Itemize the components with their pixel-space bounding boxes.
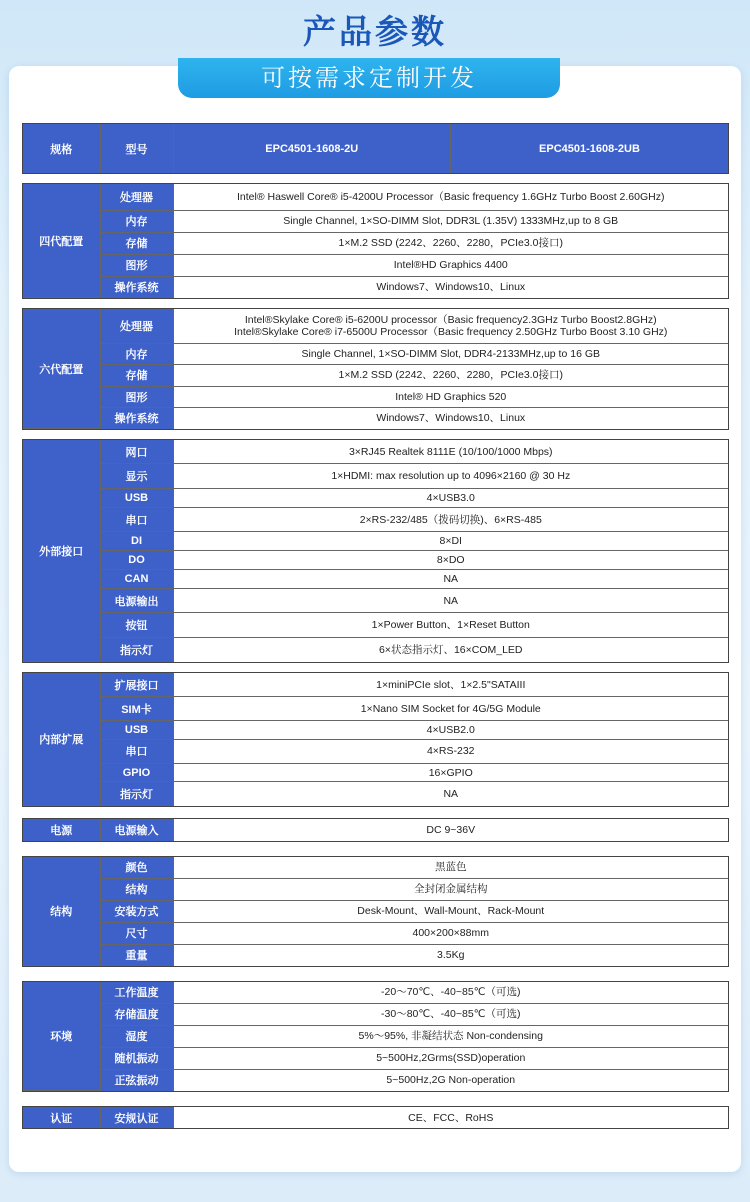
row-value: 16×GPIO [173,763,728,782]
row-value: CE、FCC、RoHS [173,1107,728,1128]
section-gen6 [22,308,729,430]
section-external-io [22,439,729,663]
row-label: 存储温度 [100,1003,173,1025]
row-value-line: Intel®Skylake Core® i7-6500U Processor（Basic frequency 2.50GHz Turbo Boost 3.10 GHz) [234,325,668,338]
row-label: 处理器 [100,309,173,343]
row-value: Intel® HD Graphics 520 [173,386,728,408]
header-model-2: EPC4501-1608-2UB [451,124,729,173]
row-value: 5~500Hz,2G Non-operation [173,1069,728,1090]
row-label: 结构 [100,878,173,900]
row-label: 安规认证 [100,1107,173,1128]
row-label: GPIO [100,763,173,782]
row-value: DC 9~36V [173,819,728,841]
row-value: 8×DI [173,532,728,551]
group-label: 六代配置 [23,309,100,429]
section-internal-expansion [22,672,729,807]
row-label: 按钮 [100,613,173,638]
row-label: 电源输出 [100,588,173,613]
row-label: 图形 [100,386,173,408]
row-value: Intel® Haswell Core® i5-4200U Processor（Basic frequency 1.6GHz Turbo Boost 2.60GHz) [173,184,728,210]
row-label: 颜色 [100,857,173,878]
row-value: 黑蓝色 [173,857,728,878]
row-value: NA [173,782,728,806]
row-value: 全封闭金属结构 [173,878,728,900]
row-value: -30～80℃、-40~85℃（可选) [173,1003,728,1025]
row-label: 存储 [100,365,173,387]
row-label: 串口 [100,739,173,763]
row-value: 3.5Kg [173,944,728,965]
row-label: 操作系统 [100,276,173,297]
group-label: 电源 [23,819,100,841]
header-model: 型号 [100,124,173,173]
row-value: 1×HDMI: max resolution up to 4096×2160 @ 30 Hz [173,464,728,489]
row-value: 8×DO [173,551,728,570]
row-label: CAN [100,570,173,589]
section-environment [22,981,729,1092]
row-label: 指示灯 [100,638,173,662]
row-value: 5~500Hz,2Grms(SSD)operation [173,1047,728,1069]
group-label: 内部扩展 [23,673,100,806]
row-value: 1×M.2 SSD (2242、2260、2280，PCIe3.0接口) [173,232,728,254]
row-value: Intel®HD Graphics 4400 [173,254,728,276]
row-value: 1×Nano SIM Socket for 4G/5G Module [173,697,728,721]
row-value: 1×M.2 SSD (2242、2260、2280，PCIe3.0接口) [173,365,728,387]
row-value: Single Channel, 1×SO-DIMM Slot, DDR3L (1.35V) 1333MHz,up to 8 GB [173,210,728,232]
group-label: 认证 [23,1107,100,1128]
row-label: 处理器 [100,184,173,210]
row-label: 湿度 [100,1025,173,1047]
row-label: 随机振动 [100,1047,173,1069]
row-label: 尺寸 [100,922,173,944]
row-label: 安装方式 [100,900,173,922]
row-label: 扩展接口 [100,673,173,697]
group-label: 环境 [23,982,100,1091]
row-value: 2×RS-232/485（拨码切换)、6×RS-485 [173,507,728,532]
group-label: 结构 [23,857,100,966]
row-label: 串口 [100,507,173,532]
row-value: 1×miniPCIe slot、1×2.5"SATAIII [173,673,728,697]
row-value: 1×Power Button、1×Reset Button [173,613,728,638]
row-value: Windows7、Windows10、Linux [173,408,728,429]
row-label: 操作系统 [100,408,173,429]
row-label: SIM卡 [100,697,173,721]
group-label: 外部接口 [23,440,100,662]
row-label: USB [100,721,173,740]
spec-header [22,123,729,174]
row-label: DI [100,532,173,551]
row-label: 工作温度 [100,982,173,1003]
section-power [22,818,729,842]
row-value: NA [173,570,728,589]
row-value [173,309,728,343]
row-label: 图形 [100,254,173,276]
row-value: Windows7、Windows10、Linux [173,276,728,297]
row-label: 网口 [100,440,173,464]
row-value: 5%～95%, 非凝结状态 Non-condensing [173,1025,728,1047]
subtitle-banner: 可按需求定制开发 [178,58,560,98]
header-spec: 规格 [23,124,100,173]
section-certification [22,1106,729,1129]
row-value: 3×RJ45 Realtek 8111E (10/100/1000 Mbps) [173,440,728,464]
row-label: 重量 [100,944,173,965]
row-value: 4×USB2.0 [173,721,728,740]
row-label: 存储 [100,232,173,254]
row-label: DO [100,551,173,570]
row-value-line: Intel®Skylake Core® i5-6200U processor（Basic frequency2.3GHz Turbo Boost2.8GHz) [244,313,657,326]
row-value: Desk-Mount、Wall-Mount、Rack-Mount [173,900,728,922]
row-value: 4×RS-232 [173,739,728,763]
row-label: 内存 [100,343,173,365]
row-label: 指示灯 [100,782,173,806]
header-model-1: EPC4501-1608-2U [173,124,451,173]
row-value: Single Channel, 1×SO-DIMM Slot, DDR4-2133MHz,up to 16 GB [173,343,728,365]
group-label: 四代配置 [23,184,100,298]
row-label: 内存 [100,210,173,232]
row-label: 正弦振动 [100,1069,173,1090]
row-label: 显示 [100,464,173,489]
section-gen4 [22,183,729,299]
row-value: NA [173,588,728,613]
row-value: 6×状态指示灯、16×COM_LED [173,638,728,662]
row-value: 400×200×88mm [173,922,728,944]
row-value: -20～70℃、-40~85℃（可选) [173,982,728,1003]
row-label: USB [100,488,173,507]
page-title: 产品参数 [303,12,447,51]
section-structure [22,856,729,967]
row-label: 电源输入 [100,819,173,841]
row-value: 4×USB3.0 [173,488,728,507]
